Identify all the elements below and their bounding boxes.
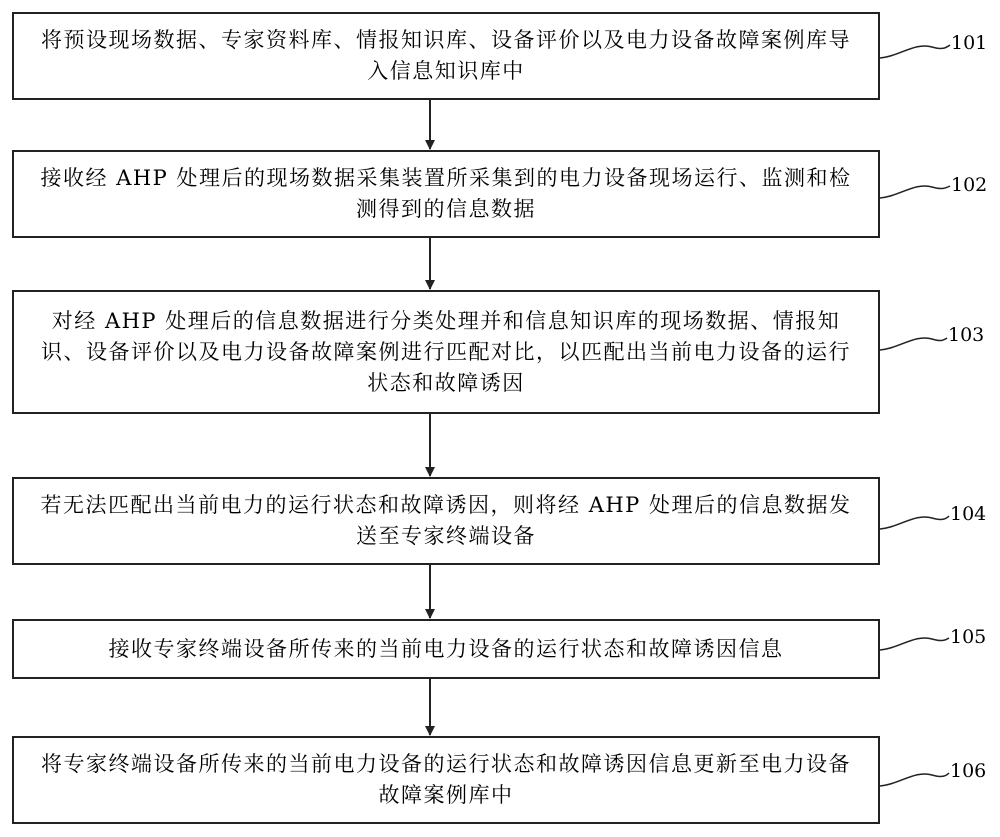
leader-line-102 (880, 186, 950, 198)
step-label-104: 104 (950, 503, 987, 525)
step-label-103: 103 (948, 324, 985, 346)
leader-line-101 (880, 45, 950, 58)
step-text-105: 接收专家终端设备所传来的当前电力设备的运行状态和故障诱因信息 (108, 636, 784, 661)
step-box-101 (12, 12, 880, 100)
step-box-103 (12, 290, 880, 414)
leader-line-103 (880, 338, 947, 350)
leader-line-104 (880, 516, 949, 529)
step-text-104: 若无法匹配出当前电力的运行状态和故障诱因，则将经 AHP 处理后的信息数据发送至专家终端设备 (40, 493, 852, 548)
leader-line-106 (880, 773, 949, 786)
step-box-106 (12, 736, 880, 824)
step-box-105 (12, 619, 880, 679)
step-text-103: 对经 AHP 处理后的信息数据进行分类处理并和信息知识库的现场数据、情报知识、设备评价以及电力设备故障案例进行匹配对比，以匹配出当前电力设备的运行状态和故障诱因 (41, 308, 851, 395)
step-label-101: 101 (951, 32, 988, 54)
step-label-102: 102 (951, 174, 988, 196)
step-label-106: 106 (950, 760, 987, 782)
step-label-105: 105 (950, 626, 987, 648)
step-text-102: 接收经 AHP 处理后的现场数据采集装置所采集到的电力设备现场运行、监测和检测得到的信息数据 (40, 166, 852, 221)
step-text-106: 将专家终端设备所传来的当前电力设备的运行状态和故障诱因信息更新至电力设备故障案例库中 (41, 752, 851, 807)
step-text-101: 将预设现场数据、专家资料库、情报知识库、设备评价以及电力设备故障案例库导入信息知识库中 (41, 28, 851, 83)
step-box-102 (12, 150, 880, 238)
step-box-104 (12, 477, 880, 565)
leader-line-105 (880, 638, 949, 650)
